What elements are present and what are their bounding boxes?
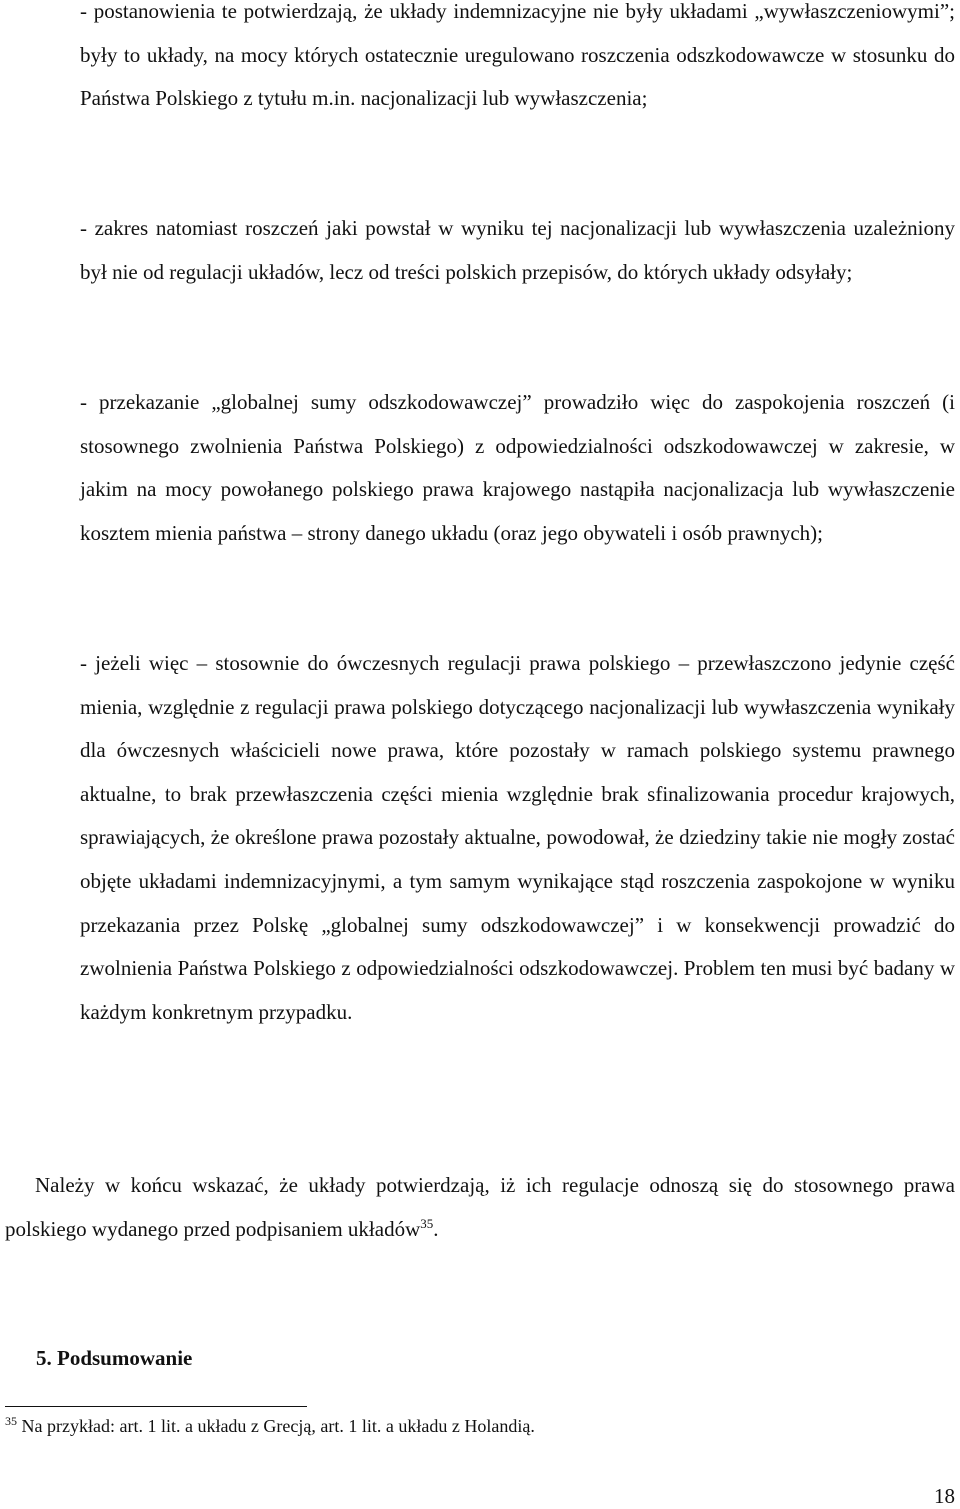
closing-paragraph (5, 1164, 955, 1251)
list-item-settlement-scope: - postanowienia te potwierdzają, że układy indemnizacyjne nie były układami „wywłaszczeniowymi”; były to układy, na mocy których ostatecznie uregulowano roszczenia odszkodowawcze w stosunku do Państwa Polskiego z tytułu m.in. nacjonalizacji lub wywłaszczenia; (80, 0, 955, 111)
footnote-separator (5, 1406, 307, 1407)
closing-period: . (433, 1216, 439, 1241)
list-item-partial-expropriation: - jeżeli więc – stosownie do ówczesnych regulacji prawa polskiego – przewłaszczono jedynie część mienia, względnie z regulacji prawa polskiego dotyczącego nacjonalizacji lub wywłaszczenia wynikały dla ówczesnych właścicieli nowe prawa, które pozostały w ramach polskiego systemu prawnego aktualne, to brak przewłaszczenia części mienia względnie brak sfinalizowania procedur krajowych, sprawiających, że określone prawa pozostały aktualne, powodował, że dziedziny takie nie mogły zostać objęte układami indemnizacyjnymi, a tym samym wynikające stąd roszczenia zaspokojone w wyniku przekazania przez Polskę „globalnej sumy odszkodowawczej” i w konsekwencji prowadzić do zwolnienia Państwa Polskiego z odpowiedzialności odszkodowawczej. Problem ten musi być badany w każdym konkretnym przypadku. (80, 651, 955, 1024)
footnote-reference[interactable]: 35 (420, 1215, 434, 1231)
footnote-number: 35 (5, 1414, 17, 1428)
list-item-global-sum: - przekazanie „globalnej sumy odszkodowawczej” prowadziło więc do zaspokojenia roszczeń (i stosownego zwolnienia Państwa Polskiego) z odpowiedzialności odszkodowawczej w zakresie, w jakim na mocy powołanego polskiego prawa krajowego nastąpiła nacjonalizacja lub wywłaszczenie kosztem mienia państwa – strony danego układu (oraz jego obywateli i osób prawnych); (80, 390, 955, 545)
section-heading: 5. Podsumowanie (36, 1346, 193, 1370)
footnote (5, 1416, 535, 1437)
list-item-claims-range: - zakres natomiast roszczeń jaki powstał w wyniku tej nacjonalizacji lub wywłaszczenia uzależniony był nie od regulacji układów, lecz od treści polskich przepisów, do których układy odsyłały; (80, 216, 955, 284)
page-number: 18 (934, 1484, 955, 1508)
closing-paragraph-text: Należy w końcu wskazać, że układy potwierdzają, iż ich regulacje odnoszą się do stosownego prawa polskiego wydanego przed podpisaniem układów (5, 1173, 955, 1241)
footnote-text: Na przykład: art. 1 lit. a układu z Grecją, art. 1 lit. a układu z Holandią. (21, 1416, 535, 1436)
